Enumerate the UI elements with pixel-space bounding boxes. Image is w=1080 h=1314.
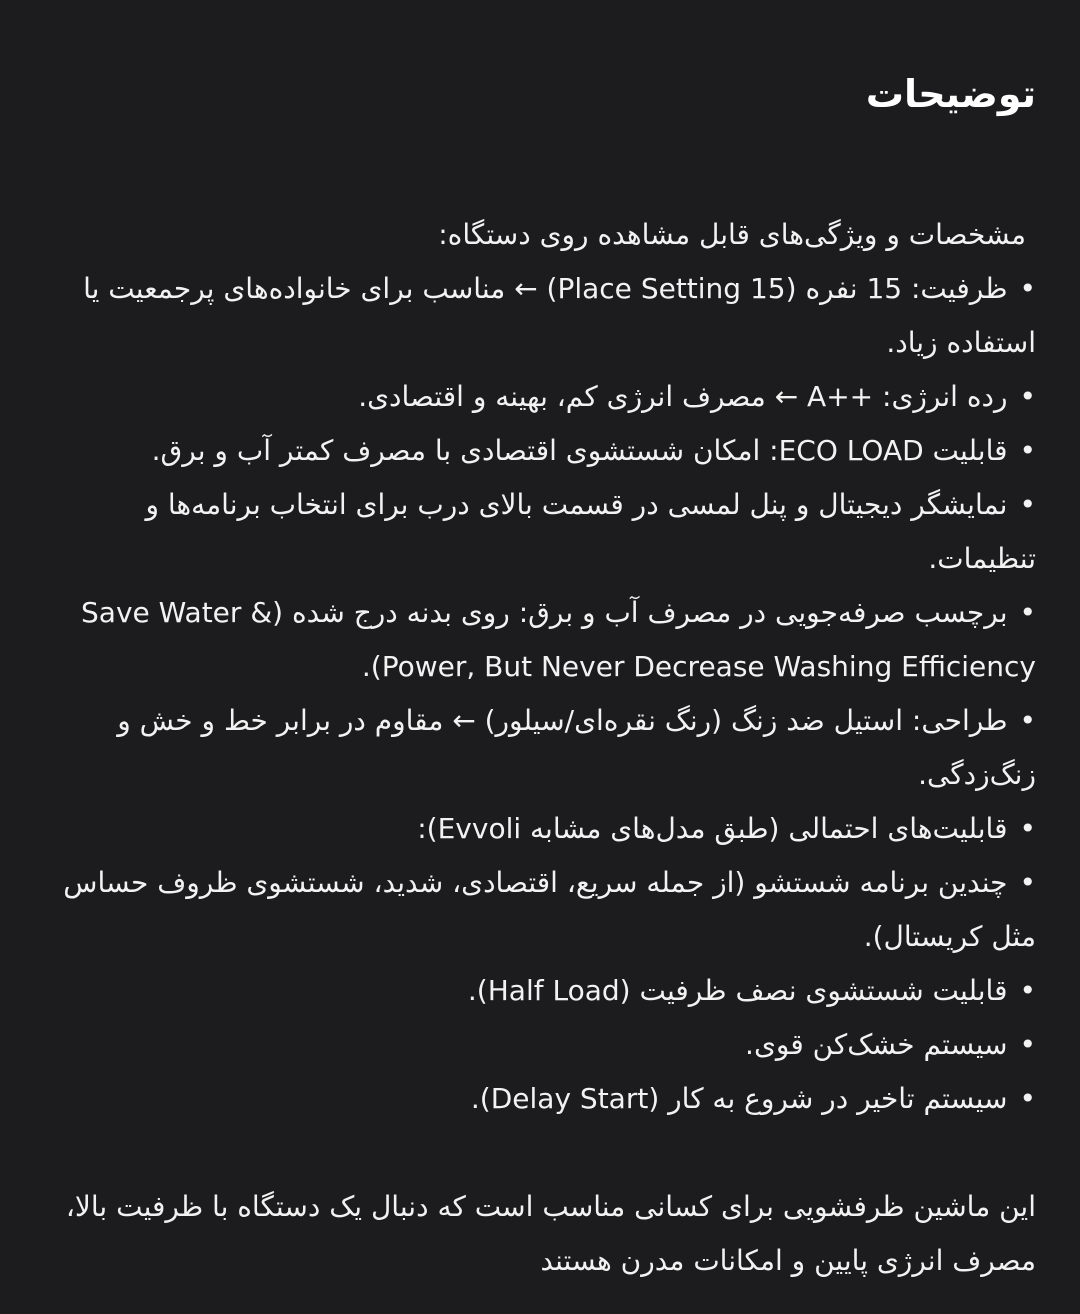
feature-text: قابلیت شستشوی نصف ظرفیت (Half Load).: [467, 974, 1008, 1007]
bullet-icon: •: [1019, 866, 1036, 899]
feature-item-eco-load: [44, 424, 1036, 478]
feature-item-wash-programs: [44, 856, 1036, 964]
feature-text: سیستم تاخیر در شروع به کار (Delay Start).: [470, 1082, 1008, 1115]
bullet-icon: •: [1019, 380, 1036, 413]
feature-item-display: [44, 478, 1036, 586]
feature-text: نمایشگر دیجیتال و پنل لمسی در قسمت بالای درب برای انتخاب برنامه‌ها و تنظیمات.: [145, 488, 1036, 575]
bullet-icon: •: [1019, 1082, 1036, 1115]
feature-item-energy-class: [44, 370, 1036, 424]
bullet-icon: •: [1019, 434, 1036, 467]
feature-item-capacity: [44, 262, 1036, 370]
bullet-icon: •: [1019, 1028, 1036, 1061]
section-title: توضیحات: [865, 72, 1036, 116]
feature-text: رده انرژی: ++A ← مصرف انرژی کم، بهینه و اقتصادی.: [358, 380, 1008, 413]
feature-item-dryer: [44, 1018, 1036, 1072]
feature-item-design: [44, 694, 1036, 802]
summary-text: این ماشین ظرفشویی برای کسانی مناسب است که دنبال یک دستگاه با ظرفیت بالا، مصرف انرژی پایین و امکانات مدرن هستند: [65, 1190, 1036, 1277]
bullet-icon: •: [1019, 974, 1036, 1007]
bullet-icon: •: [1019, 704, 1036, 737]
bullet-icon: •: [1019, 812, 1036, 845]
feature-item-delay-start: [44, 1072, 1036, 1126]
feature-item-half-load: [44, 964, 1036, 1018]
description-summary: [44, 1180, 1036, 1288]
feature-text: قابلیت ECO LOAD: امکان شستشوی اقتصادی با مصرف کمتر آب و برق.: [151, 434, 1008, 467]
description-content: [44, 208, 1036, 1288]
feature-text: سیستم خشک‌کن قوی.: [745, 1028, 1008, 1061]
bullet-icon: •: [1019, 272, 1036, 305]
feature-text: برچسب صرفه‌جویی در مصرف آب و برق: روی بدنه درج شده (Save Water & Power, But Never Decrease Washing Efficiency).: [81, 596, 1036, 683]
feature-text: ظرفیت: 15 نفره (15 Place Setting) ← مناسب برای خانواده‌های پرجمعیت یا استفاده زیاد.: [83, 272, 1036, 359]
feature-text: طراحی: استیل ضد زنگ (رنگ نقره‌ای/سیلور) ← مقاوم در برابر خط و خش و زنگ‌زدگی.: [117, 704, 1036, 791]
feature-list: [44, 262, 1036, 1126]
feature-item-possible-features: [44, 802, 1036, 856]
feature-text: چندین برنامه شستشو (از جمله سریع، اقتصادی، شدید، شستشوی ظروف حساس مثل کریستال).: [63, 866, 1036, 953]
bullet-icon: •: [1019, 596, 1036, 629]
feature-item-saving-label: [44, 586, 1036, 694]
description-intro: مشخصات و ویژگی‌های قابل مشاهده روی دستگاه:: [438, 218, 1026, 251]
bullet-icon: •: [1019, 488, 1036, 521]
feature-text: قابلیت‌های احتمالی (طبق مدل‌های مشابه Evvoli):: [417, 812, 1008, 845]
